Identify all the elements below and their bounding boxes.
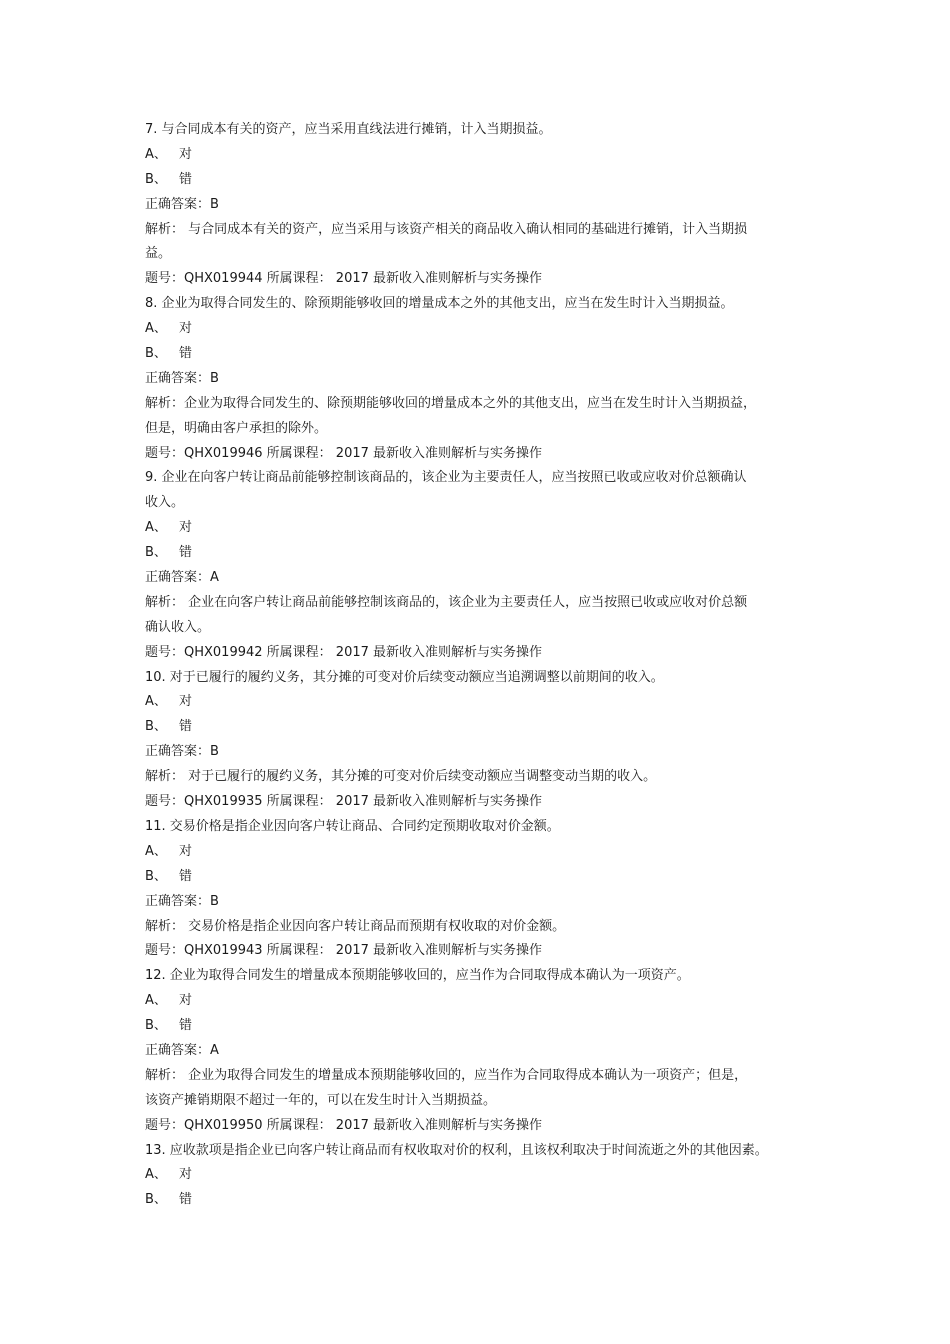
correct-answer: 正确答案：B <box>145 196 219 212</box>
question-10 <box>145 666 825 815</box>
option-a: A、 对 <box>145 1167 193 1183</box>
analysis-line: 解析： 与合同成本有关的资产，应当采用与该资产相关的商品收入确认相同的基础进行摊销，计入当期损 <box>145 221 748 237</box>
option-a: A、 对 <box>145 520 193 536</box>
question-meta: 题号：QHX019944 所属课程： 2017 最新收入准则解析与实务操作 <box>145 271 543 287</box>
question-13 <box>145 1139 825 1214</box>
analysis-line: 该资产摊销期限不超过一年的，可以在发生时计入当期损益。 <box>145 1092 497 1108</box>
correct-answer: 正确答案：B <box>145 744 219 760</box>
question-meta: 题号：QHX019946 所属课程： 2017 最新收入准则解析与实务操作 <box>145 445 543 461</box>
option-b: B、 错 <box>145 1018 193 1034</box>
question-meta: 题号：QHX019935 所属课程： 2017 最新收入准则解析与实务操作 <box>145 794 543 810</box>
option-b: B、 错 <box>145 545 193 561</box>
question-list <box>145 118 825 1213</box>
question-stem: 13. 应收款项是指企业已向客户转让商品而有权收取对价的权利，且该权利取决于时间流逝之外的其他因素。 <box>145 1142 768 1158</box>
question-stem: 7. 与合同成本有关的资产，应当采用直线法进行摊销，计入当期损益。 <box>145 122 552 137</box>
option-b: B、 错 <box>145 719 193 735</box>
option-a: A、 对 <box>145 843 193 859</box>
question-11 <box>145 815 825 964</box>
question-stem: 9. 企业在向客户转让商品前能够控制该商品的，该企业为主要责任人，应当按照已收或应收对价总额确认 <box>145 470 747 486</box>
question-stem: 8. 企业为取得合同发生的、除预期能够收回的增量成本之外的其他支出，应当在发生时计入当期损益。 <box>145 296 734 312</box>
question-stem: 12. 企业为取得合同发生的增量成本预期能够收回的，应当作为合同取得成本确认为一项资产。 <box>145 968 690 984</box>
question-meta: 题号：QHX019950 所属课程： 2017 最新收入准则解析与实务操作 <box>145 1117 543 1133</box>
analysis-line: 解析： 对于已履行的履约义务，其分摊的可变对价后续变动额应当调整变动当期的收入。 <box>145 769 657 785</box>
question-meta: 题号：QHX019943 所属课程： 2017 最新收入准则解析与实务操作 <box>145 943 543 959</box>
correct-answer: 正确答案：B <box>145 370 219 386</box>
correct-answer: 正确答案：A <box>145 1042 219 1058</box>
question-meta: 题号：QHX019942 所属课程： 2017 最新收入准则解析与实务操作 <box>145 644 543 660</box>
analysis-line: 解析： 交易价格是指企业因向客户转让商品而预期有权收取的对价金额。 <box>145 918 566 934</box>
question-stem-continued: 收入。 <box>145 495 185 511</box>
analysis-line: 解析：企业为取得合同发生的、除预期能够收回的增量成本之外的其他支出，应当在发生时计入当期损益， <box>145 395 757 411</box>
question-8 <box>145 292 825 466</box>
question-7 <box>145 118 825 292</box>
question-stem: 10. 对于已履行的履约义务，其分摊的可变对价后续变动额应当追溯调整以前期间的收入。 <box>145 669 664 685</box>
option-b: B、 错 <box>145 171 193 187</box>
option-a: A、 对 <box>145 146 193 162</box>
question-stem: 11. 交易价格是指企业因向客户转让商品、合同约定预期收取对价金额。 <box>145 818 560 834</box>
analysis-line: 但是，明确由客户承担的除外。 <box>145 420 328 436</box>
option-b: B、 错 <box>145 868 193 884</box>
option-a: A、 对 <box>145 694 193 710</box>
question-12 <box>145 964 825 1138</box>
correct-answer: 正确答案：B <box>145 893 219 909</box>
option-b: B、 错 <box>145 1192 193 1208</box>
option-b: B、 错 <box>145 346 193 362</box>
option-a: A、 对 <box>145 993 193 1009</box>
question-9 <box>145 466 825 665</box>
analysis-line: 解析： 企业为取得合同发生的增量成本预期能够收回的，应当作为合同取得成本确认为一项资产；但是， <box>145 1067 748 1083</box>
analysis-line: 确认收入。 <box>145 619 211 635</box>
analysis-line: 解析： 企业在向客户转让商品前能够控制该商品的，该企业为主要责任人，应当按照已收或应收对价总额 <box>145 594 748 610</box>
correct-answer: 正确答案：A <box>145 570 219 586</box>
analysis-line: 益。 <box>145 246 172 262</box>
option-a: A、 对 <box>145 321 193 337</box>
